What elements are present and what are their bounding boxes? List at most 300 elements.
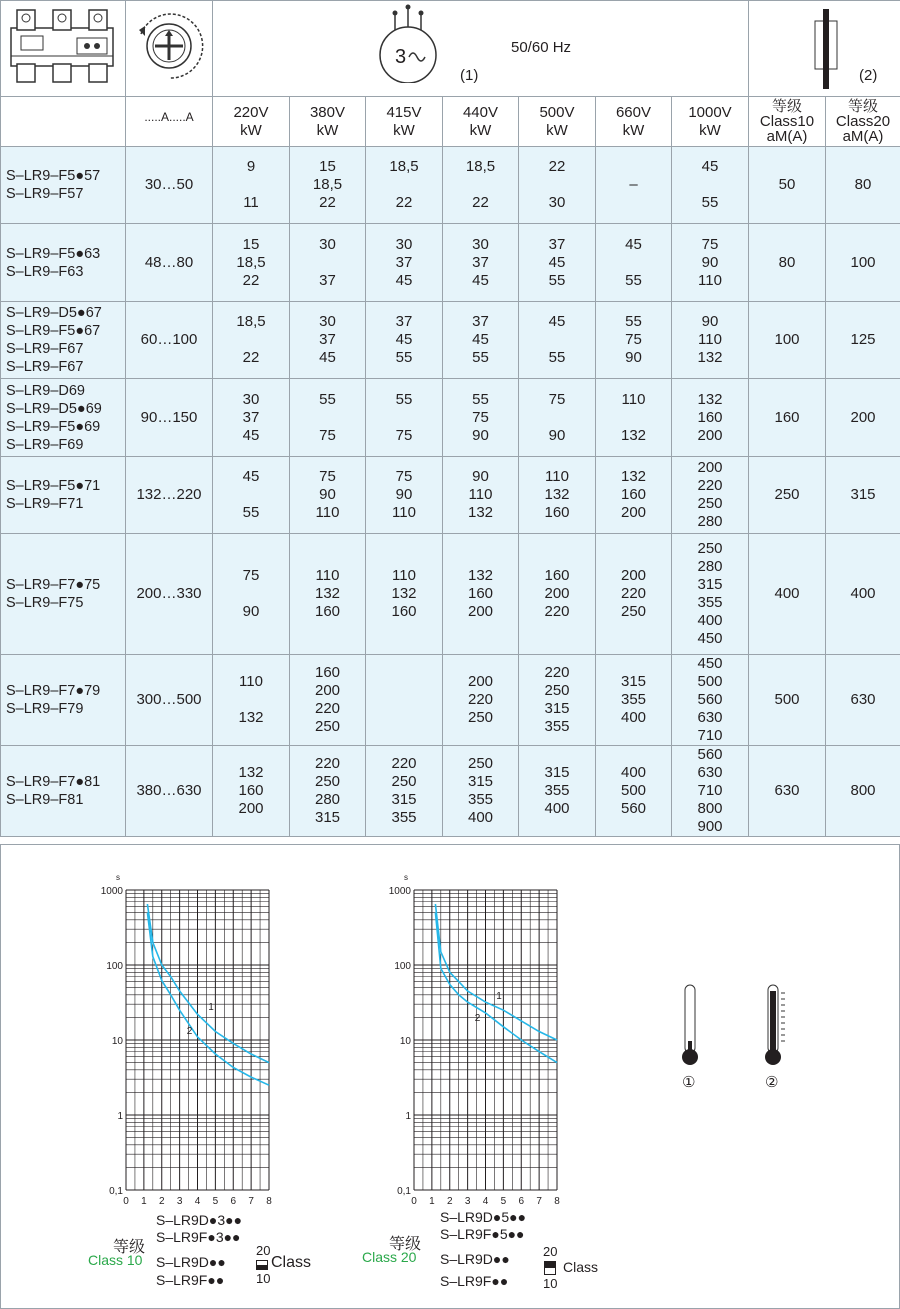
power-value: 132 xyxy=(620,426,647,444)
power-cell xyxy=(672,655,749,746)
reference-number: S–LR9–F81 xyxy=(6,792,84,808)
fuse-class10-cell: 400 xyxy=(749,534,826,655)
power-value: 22 xyxy=(548,158,566,175)
thermometer-label-2: ② xyxy=(765,1073,779,1091)
power-value: 132 xyxy=(467,504,494,521)
power-cell xyxy=(366,302,443,379)
power-value: 355 xyxy=(697,594,723,611)
voltage-header xyxy=(443,97,519,147)
power-value: 75 xyxy=(319,468,336,485)
power-cell xyxy=(443,224,519,302)
curve-label: 2 xyxy=(186,1026,193,1038)
power-value: 37 xyxy=(472,313,489,330)
power-value: 160 xyxy=(314,603,341,620)
power-cell xyxy=(596,224,672,302)
x-tick-label: 6 xyxy=(230,1196,237,1207)
power-value: 22 xyxy=(242,349,260,366)
legend-class10 xyxy=(1,1209,341,1299)
power-value: 75 xyxy=(395,426,413,444)
power-value: 75 xyxy=(472,408,489,426)
voltage-label: 1000V xyxy=(688,103,732,121)
power-value: 37 xyxy=(395,313,413,330)
power-value: 75 xyxy=(242,567,260,584)
motor-symbol: 3 xyxy=(395,46,407,68)
fuse-class10-cell: 630 xyxy=(749,746,826,837)
power-value: 75 xyxy=(319,426,336,444)
y-tick-label: 1 xyxy=(405,1111,411,1122)
range-unit-label: .....A.....A xyxy=(144,110,194,124)
power-value: 250 xyxy=(314,718,341,735)
power-cell xyxy=(443,534,519,655)
reference-number: S–LR9–F63 xyxy=(6,263,84,280)
x-tick-label: 1 xyxy=(141,1196,147,1207)
motor-note: (1) xyxy=(460,67,479,84)
power-cell xyxy=(672,302,749,379)
x-tick-label: 4 xyxy=(482,1196,489,1207)
table-row xyxy=(1,457,900,534)
power-value: 30 xyxy=(548,194,566,211)
fuse-class20-cell: 200 xyxy=(826,379,900,457)
voltage-header xyxy=(672,97,749,147)
power-value: 55 xyxy=(548,349,566,366)
power-cell xyxy=(672,379,749,457)
power-value: 90 xyxy=(242,603,260,620)
setting-range-cell: 48…80 xyxy=(126,224,213,302)
power-value: 30 xyxy=(472,235,489,253)
x-tick-label: 7 xyxy=(248,1196,254,1207)
power-cell xyxy=(672,534,749,655)
power-cell xyxy=(443,147,519,224)
power-value: 18,5 xyxy=(236,253,266,271)
power-value: 200 xyxy=(467,603,494,620)
curve-label: 1 xyxy=(208,1002,214,1014)
power-cell xyxy=(366,224,443,302)
power-value: 55 xyxy=(472,390,489,408)
y-tick-label: 1 xyxy=(117,1111,123,1122)
y-axis-label: s xyxy=(404,873,408,882)
voltage-label: 500V xyxy=(539,103,575,121)
power-value: 400 xyxy=(467,809,494,826)
reference-number: S–LR9–D69 xyxy=(6,382,85,399)
power-cell xyxy=(672,224,749,302)
power-value: 315 xyxy=(620,673,647,690)
power-value: 110 xyxy=(392,567,416,584)
power-value: 250 xyxy=(467,755,494,772)
reference-number: S–LR9–F69 xyxy=(6,436,84,453)
power-value xyxy=(213,486,289,504)
unit-label: kW xyxy=(393,121,415,139)
power-value: 450 xyxy=(697,655,723,672)
unit-label: kW xyxy=(240,121,262,139)
x-tick-label: 3 xyxy=(464,1196,471,1207)
fuse-icon xyxy=(811,7,841,91)
power-value: 110 xyxy=(621,390,646,408)
power-value: 220 xyxy=(467,691,494,708)
fuse-class-header xyxy=(826,97,900,147)
power-value: 315 xyxy=(314,809,341,826)
power-value: 75 xyxy=(395,468,413,485)
fuse-header-cell xyxy=(749,1,900,97)
power-value: 18,5 xyxy=(312,176,343,193)
class-label: Class10 xyxy=(759,113,815,130)
power-cell xyxy=(596,302,672,379)
power-value: 45 xyxy=(548,253,566,271)
unit-label: kW xyxy=(622,121,645,139)
power-value: 18,5 xyxy=(465,158,496,175)
power-cell xyxy=(213,655,290,746)
power-value: 132 xyxy=(697,390,723,408)
power-value: 200 xyxy=(238,800,264,817)
trip-curves-panel xyxy=(0,844,900,1309)
y-tick-label: 100 xyxy=(394,961,411,972)
power-cell xyxy=(596,655,672,746)
power-value xyxy=(213,331,289,349)
power-value: 315 xyxy=(544,764,570,781)
power-value: 355 xyxy=(544,718,570,735)
y-tick-label: 100 xyxy=(106,961,123,972)
power-value: 110 xyxy=(315,504,340,521)
power-value: 110 xyxy=(698,271,722,289)
grade-label: 等级 xyxy=(848,98,879,115)
legend-ref: S–LR9D●3●● xyxy=(156,1212,243,1228)
power-cell xyxy=(519,302,596,379)
power-cell xyxy=(290,224,366,302)
power-value xyxy=(213,691,289,709)
reference-number: S–LR9–F5●69 xyxy=(6,418,101,435)
power-value: 450 xyxy=(697,630,723,647)
power-value: 75 xyxy=(701,235,719,253)
reference-number: S–LR9–D5●69 xyxy=(6,400,102,417)
y-tick-label: 0,1 xyxy=(109,1186,123,1197)
power-value xyxy=(443,176,518,194)
reference-number: S–LR9–F7●75 xyxy=(6,577,101,593)
power-value: 160 xyxy=(467,585,494,602)
overload-relay-icon xyxy=(7,6,119,86)
power-cell xyxy=(213,147,290,224)
power-value: 110 xyxy=(468,486,493,503)
table-row xyxy=(1,746,900,837)
power-value: 132 xyxy=(544,486,570,503)
power-value: 45 xyxy=(625,235,642,253)
power-value: 75 xyxy=(548,390,566,408)
power-cell xyxy=(213,379,290,457)
power-value: 22 xyxy=(319,194,336,211)
power-cell xyxy=(519,379,596,457)
fuse-class20-cell: 630 xyxy=(826,655,900,746)
power-value: 220 xyxy=(620,585,647,602)
power-value: 315 xyxy=(391,791,417,808)
x-tick-label: 6 xyxy=(518,1196,525,1207)
power-cell xyxy=(443,457,519,534)
power-value xyxy=(213,585,289,603)
power-value: 220 xyxy=(544,664,570,681)
voltage-header xyxy=(213,97,290,147)
table-row xyxy=(1,534,900,655)
voltage-header xyxy=(519,97,596,147)
trip-chart-class20 xyxy=(389,873,560,1207)
power-value: 22 xyxy=(395,194,413,211)
power-value: 132 xyxy=(620,468,647,485)
power-value: 9 xyxy=(246,158,256,175)
power-value: 200 xyxy=(697,426,723,444)
power-value: 132 xyxy=(697,349,723,366)
power-value: 160 xyxy=(391,603,417,620)
x-tick-label: 5 xyxy=(212,1196,219,1207)
power-value: 90 xyxy=(548,426,566,444)
power-value: 75 xyxy=(625,331,642,348)
power-value xyxy=(519,331,595,349)
power-value: 55 xyxy=(625,271,642,289)
power-value: 800 xyxy=(697,800,723,817)
power-value: 37 xyxy=(319,271,336,289)
power-value: 37 xyxy=(242,408,260,426)
legend-ref: S–LR9F●5●● xyxy=(440,1226,525,1242)
power-value: 22 xyxy=(242,271,260,289)
power-cell xyxy=(213,302,290,379)
power-cell xyxy=(672,457,749,534)
trip-chart-class10 xyxy=(101,873,272,1207)
power-value: 280 xyxy=(697,558,723,575)
power-cell xyxy=(290,379,366,457)
power-value xyxy=(290,409,365,427)
x-tick-label: 1 xyxy=(429,1196,435,1207)
fuse-class10-cell: 250 xyxy=(749,457,826,534)
table-row xyxy=(1,224,900,302)
power-cell xyxy=(290,147,366,224)
power-value: 45 xyxy=(472,331,489,348)
table-row xyxy=(1,302,900,379)
power-cell xyxy=(519,224,596,302)
reference-number: S–LR9–F5●67 xyxy=(6,323,101,339)
reference-number: S–LR9–F5●71 xyxy=(6,478,101,494)
power-value: 900 xyxy=(697,818,723,835)
power-value: 45 xyxy=(395,271,413,289)
switch-icon xyxy=(544,1261,556,1275)
power-value: 355 xyxy=(620,691,647,708)
power-cell xyxy=(366,655,443,746)
fuse-note: (2) xyxy=(859,67,878,84)
power-value: 45 xyxy=(472,271,489,289)
x-tick-label: 2 xyxy=(158,1196,165,1207)
y-tick-label: 1000 xyxy=(388,886,411,897)
power-value xyxy=(672,176,748,194)
class-label: Class 10 xyxy=(88,1252,143,1268)
power-value: 400 xyxy=(697,612,723,629)
reference-header xyxy=(1,97,126,147)
motor-header-cell xyxy=(213,1,749,97)
class-label: Class 20 xyxy=(362,1249,417,1265)
legend-ref: S–LR9D●● xyxy=(440,1251,510,1267)
power-value: 250 xyxy=(314,773,341,790)
power-value: 45 xyxy=(548,313,566,330)
power-value: 90 xyxy=(472,426,489,444)
power-value: 45 xyxy=(701,158,719,175)
power-cell xyxy=(366,534,443,655)
reference-cell xyxy=(1,746,126,837)
fuse-class20-cell: 80 xyxy=(826,147,900,224)
power-cell xyxy=(519,655,596,746)
power-value: 37 xyxy=(472,253,489,271)
class-label: Class20 xyxy=(835,113,891,130)
adjustment-dial-icon xyxy=(129,6,209,86)
power-cell xyxy=(519,746,596,837)
power-cell xyxy=(596,147,672,224)
power-value: 132 xyxy=(238,764,264,781)
fuse-class20-cell: 125 xyxy=(826,302,900,379)
power-value: 710 xyxy=(697,727,723,744)
power-cell xyxy=(596,746,672,837)
reference-number: S–LR9–F67 xyxy=(6,341,84,357)
setting-range-cell: 30…50 xyxy=(126,147,213,224)
power-value: 90 xyxy=(472,468,489,485)
fuse-class10-cell: 80 xyxy=(749,224,826,302)
power-value: 45 xyxy=(395,331,413,348)
curve-label: 1 xyxy=(496,991,502,1003)
power-value: 200 xyxy=(544,585,570,602)
fuse-class10-cell: 100 xyxy=(749,302,826,379)
power-value: 400 xyxy=(620,764,647,781)
legend-ref: S–LR9D●● xyxy=(156,1254,226,1270)
voltage-label: 440V xyxy=(462,103,499,121)
power-value: 630 xyxy=(697,709,723,726)
power-value: 30 xyxy=(395,235,413,253)
power-value: 280 xyxy=(697,513,723,530)
unit-label: kW xyxy=(699,121,721,139)
x-tick-label: 0 xyxy=(411,1196,417,1207)
relay-image-cell xyxy=(1,1,126,97)
power-value: 220 xyxy=(697,477,723,494)
fuse-class10-cell: 500 xyxy=(749,655,826,746)
y-tick-label: 1000 xyxy=(100,886,123,897)
power-cell xyxy=(596,379,672,457)
unit-label: kW xyxy=(546,121,568,139)
reference-cell xyxy=(1,224,126,302)
unit-label: aM(A) xyxy=(842,128,884,145)
x-tick-label: 8 xyxy=(554,1196,560,1207)
reference-cell xyxy=(1,655,126,746)
power-value: 30 xyxy=(242,390,260,408)
voltage-header xyxy=(290,97,366,147)
switch-bottom-label: 10 xyxy=(543,1276,558,1291)
power-value: 30 xyxy=(319,313,336,330)
power-value xyxy=(519,176,595,194)
power-value: 110 xyxy=(545,468,569,485)
unit-label: aM(A) xyxy=(766,128,808,145)
power-value: 220 xyxy=(544,603,570,620)
reference-number: S–LR9–F79 xyxy=(6,701,84,717)
reference-number: S–LR9–F71 xyxy=(6,496,84,512)
power-value: 315 xyxy=(544,700,570,717)
power-value: 250 xyxy=(544,682,570,699)
switch-class-label: Class xyxy=(271,1254,312,1271)
x-tick-label: 4 xyxy=(194,1196,201,1207)
power-value xyxy=(213,176,289,194)
setting-range-cell: 300…500 xyxy=(126,655,213,746)
power-value: 220 xyxy=(391,755,417,772)
unit-label: kW xyxy=(316,121,339,139)
power-value: 355 xyxy=(544,782,570,799)
power-cell xyxy=(519,457,596,534)
power-cell xyxy=(443,746,519,837)
fuse-class20-cell: 800 xyxy=(826,746,900,837)
power-value: 280 xyxy=(314,791,341,808)
power-value: 37 xyxy=(395,253,413,271)
power-value: 710 xyxy=(697,782,723,799)
legend-class20 xyxy=(341,1207,641,1299)
fuse-class10-cell: 160 xyxy=(749,379,826,457)
hot-thermometer-icon xyxy=(765,985,785,1065)
x-tick-label: 5 xyxy=(500,1196,507,1207)
power-value: 200 xyxy=(620,567,647,584)
x-tick-label: 3 xyxy=(176,1196,183,1207)
power-value: 55 xyxy=(395,349,413,366)
power-value: 45 xyxy=(319,349,336,366)
fuse-class20-cell: 315 xyxy=(826,457,900,534)
grade-label: 等级 xyxy=(113,1239,146,1256)
legend-ref: S–LR9D●5●● xyxy=(440,1209,527,1225)
power-cell xyxy=(213,534,290,655)
power-value: 250 xyxy=(391,773,417,790)
power-cell xyxy=(443,379,519,457)
fuse-class-header xyxy=(749,97,826,147)
power-value: 90 xyxy=(625,349,642,366)
voltage-label: 415V xyxy=(386,103,422,121)
power-value: 110 xyxy=(698,331,722,348)
power-value: 15 xyxy=(319,158,336,175)
voltage-header xyxy=(596,97,672,147)
power-value xyxy=(290,254,365,272)
power-value: 315 xyxy=(467,773,494,790)
power-value: 560 xyxy=(697,691,723,708)
voltage-label: 380V xyxy=(309,103,346,121)
power-value: 11 xyxy=(243,194,259,211)
motor-icon xyxy=(373,3,443,83)
voltage-label: 660V xyxy=(615,103,652,121)
frequency-label: 50/60 Hz xyxy=(511,39,572,56)
power-value: 90 xyxy=(319,486,336,503)
power-cell xyxy=(596,457,672,534)
power-value: 30 xyxy=(319,235,336,253)
power-value: 55 xyxy=(319,390,336,408)
power-cell xyxy=(213,746,290,837)
range-header xyxy=(126,97,213,147)
power-value: 132 xyxy=(314,585,341,602)
power-value: 560 xyxy=(620,800,647,817)
y-tick-label: 10 xyxy=(399,1036,411,1047)
power-value: 110 xyxy=(392,504,416,521)
legend-ref: S–LR9F●3●● xyxy=(156,1229,241,1245)
power-cell xyxy=(519,147,596,224)
power-value: 500 xyxy=(620,782,647,799)
power-value xyxy=(519,409,595,427)
power-value xyxy=(366,176,442,194)
table-body xyxy=(1,147,900,837)
power-value: 400 xyxy=(620,709,647,726)
reference-number: S–LR9–F75 xyxy=(6,595,84,611)
power-value: 55 xyxy=(395,390,413,408)
table-row xyxy=(1,147,900,224)
power-value: 160 xyxy=(544,504,570,521)
grade-label: 等级 xyxy=(389,1236,422,1253)
power-value: 200 xyxy=(467,673,494,690)
x-tick-label: 0 xyxy=(123,1196,129,1207)
x-tick-label: 7 xyxy=(536,1196,542,1207)
x-tick-label: 2 xyxy=(446,1196,453,1207)
power-cell xyxy=(213,224,290,302)
power-value: 250 xyxy=(467,709,494,726)
power-cell xyxy=(366,379,443,457)
setting-range-cell: 380…630 xyxy=(126,746,213,837)
